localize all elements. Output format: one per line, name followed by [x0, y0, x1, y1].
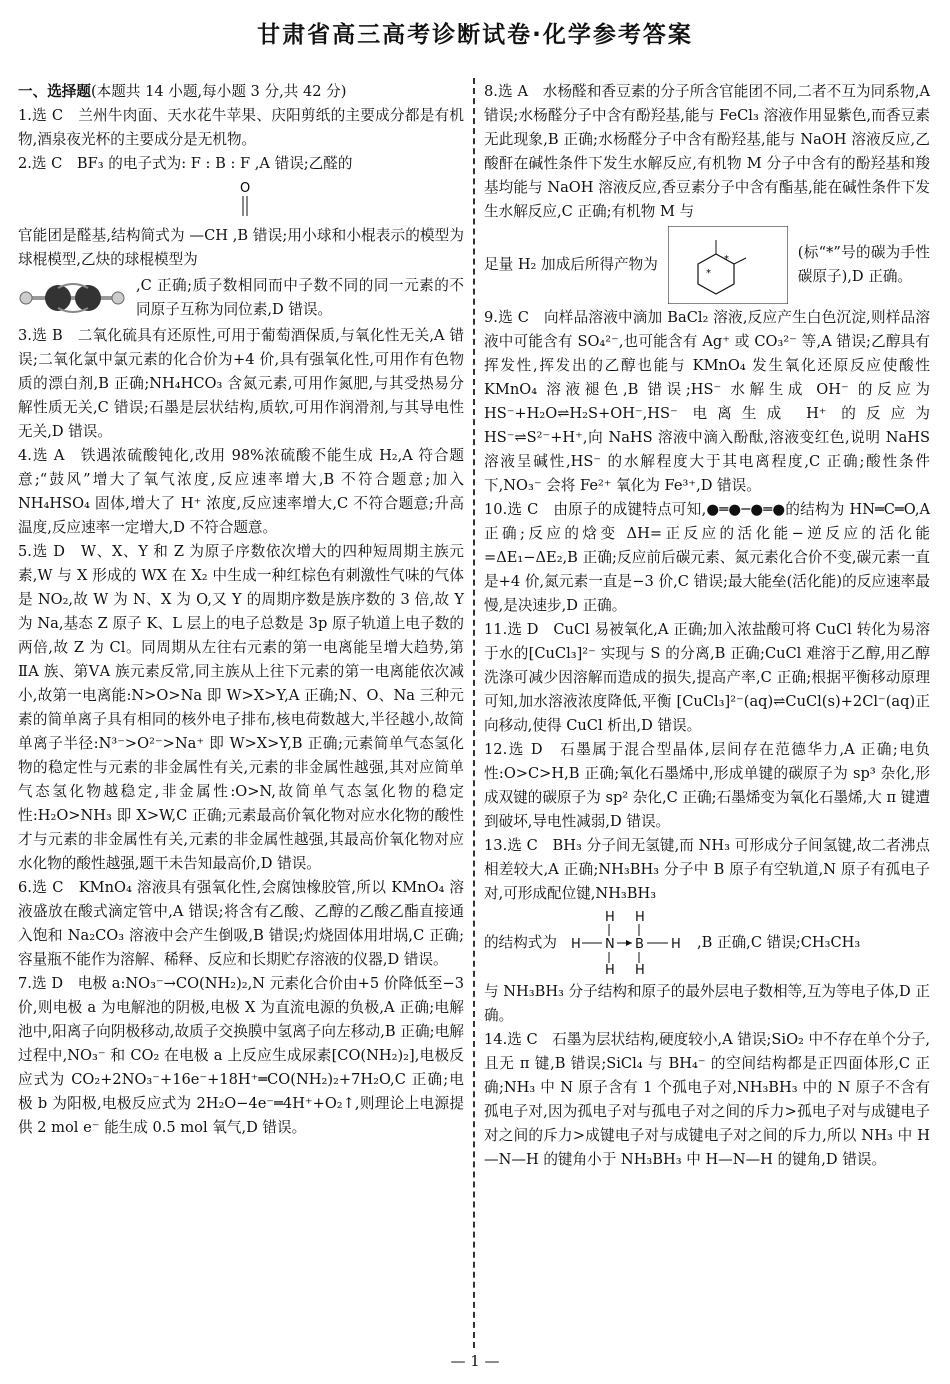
answer-13c: ,B 正确,C 错误;CH₃CH₃	[696, 934, 861, 951]
answer-2a: 2.选 C BF₃ 的电子式为: F : B : F ,A 错误;乙醛的	[18, 155, 353, 172]
column-divider	[473, 78, 475, 1348]
answer-3: 3.选 B 二氧化硫具有还原性,可用于葡萄酒保质,与氧化性无关,A 错误;二氧化氯中氯元素的化合价为+4 价,具有强氧化性,可用作有色物质的漂白剂,B 正确;NH₄HCO₃ 含氮元素,可用作氮肥,与其受热易分解性质无关,C 错误;石墨是层状结构,质软,可用作润滑剂,与其导电性无关,D 错误。	[18, 327, 464, 440]
answer-12: 12.选 D 石墨属于混合型晶体,层间存在范德华力,A 正确;电负性:O>C>H,B 正确;氧化石墨烯中,形成单键的碳原子为 sp³ 杂化,形成双键的碳原子为 sp² 杂化,C 正确;石墨烯变为氧化石墨烯,大 π 键遭到破坏,导电性减弱,D 错误。	[484, 741, 930, 830]
answer-7: 7.选 D 电极 a:NO₃⁻→CO(NH₂)₂,N 元素化合价由+5 价降低至−3 价,则电极 a 为电解池的阴极,电极 X 为直流电源的负极,A 正确;电解池中,阳离子向阴极移动,故质子交换膜中氢离子向左移动,B 正确;电解过程中,NO₃⁻ 和 CO₂ 在电极 a 上反应生成尿素[CO(NH₂)₂],电极反应式为 CO₂+2NO₃⁻+16e⁻+18H⁺═CO(NH₂)₂+7H₂O,C 正确;电极 b 为阳极,电极反应式为 2H₂O−4e⁻═4H⁺+O₂↑,则理论上电源提供 2 mol e⁻ 能生成 0.5 mol 氧气,D 错误。	[18, 975, 464, 1136]
answer-9: 9.选 C 向样品溶液中滴加 BaCl₂ 溶液,反应产生白色沉淀,则样品溶液中可能含有 SO₄²⁻,也可能含有 Ag⁺ 或 CO₃²⁻ 等,A 错误;乙醇具有挥发性,挥发出的乙醇也能与 KMnO₄ 发生氧化还原反应使酸性 KMnO₄ 溶液褪色,B 错误;HS⁻ 水解生成 OH⁻ 的反应为 HS⁻+H₂O⇌H₂S+OH⁻,HS⁻ 电离生成 H⁺ 的反应为 HS⁻⇌S²⁻+H⁺,向 NaHS 溶液中滴入酚酞,溶液变红色,说明 NaHS 溶液呈碱性,HS⁻ 的水解程度大于其电离程度,C 正确;酸性条件下,NO₃⁻ 会将 Fe²⁺ 氧化为 Fe³⁺,D 错误。	[484, 309, 930, 494]
page-number: — 1 —	[450, 1352, 500, 1370]
svg-text:H: H	[570, 937, 581, 952]
answer-4: 4.选 A 铁遇浓硫酸钝化,改用 98%浓硫酸不能生成 H₂,A 符合题意;“鼓风”增大了氧气浓度,反应速率增大,B 不符合题意;加入 NH₄HSO₄ 固体,增大了 H⁺ 浓度,反应速率增大,C 不符合题意;升高温度,反应速率一定增大,D 不符合题意。	[18, 447, 464, 536]
svg-text:H: H	[634, 910, 645, 925]
svg-text:O: O	[240, 181, 251, 196]
right-column	[484, 80, 930, 1172]
ammonia-borane-structure-icon	[567, 908, 687, 978]
aldehyde-group-structure	[18, 178, 464, 222]
svg-text:*: *	[723, 254, 729, 265]
cyclohexanol-product-structure-icon	[668, 226, 788, 304]
svg-text:H: H	[670, 937, 681, 952]
svg-text:H: H	[634, 963, 645, 978]
answer-2c: ,C 正确;质子数相同而中子数不同的同一元素的不同原子互称为同位素,D 错误。	[136, 277, 464, 318]
answer-8a: 8.选 A 水杨醛和香豆素的分子所含官能团不同,二者不互为同系物,A 错误;水杨醛分子中含有酚羟基,能与 FeCl₃ 溶液作用显紫色,而香豆素无此现象,B 正确;水杨醛分子中含有酚羟基,能与 NaOH 溶液反应,乙酸酐在碱性条件下发生水解反应,有机物 M 分子中含有的酚羟基和羧基均能与 NaOH 溶液反应,香豆素分子中含有酯基,能在碱性条件下发生水解反应,C 正确;有机物 M 与	[484, 83, 930, 220]
answer-1: 1.选 C 兰州牛肉面、天水花牛苹果、庆阳剪纸的主要成分都是有机物,酒泉夜光杯的主要成分是无机物。	[18, 107, 464, 148]
svg-text:B: B	[634, 937, 644, 952]
svg-text:H: H	[604, 910, 615, 925]
answer-6: 6.选 C KMnO₄ 溶液具有强氧化性,会腐蚀橡胶管,所以 KMnO₄ 溶液盛放在酸式滴定管中,A 错误;将含有乙酸、乙醇的乙酸乙酯直接通入饱和 Na₂CO₃ 溶液中会产生倒吸,B 错误;灼烧固体用坩埚,C 正确;容量瓶不能作为溶解、稀释、反应和长期贮存溶液的仪器,D 错误。	[18, 879, 464, 968]
svg-text:N: N	[604, 937, 615, 952]
answer-10: 10.选 C 由原子的成键特点可知,●═●─●═●的结构为 HN═C═O,A 正确;反应的焓变 ΔH=正反应的活化能−逆反应的活化能=ΔE₁−ΔE₂,B 正确;反应前后碳元素、氮元素化合价不变,碳元素一直是+4 价,氮元素一直是−3 价,C 错误;最大能垒(活化能)的反应速率最慢,是决速步,D 正确。	[484, 501, 930, 614]
answer-13b: 的结构式为	[484, 934, 557, 951]
answer-13a: 13.选 C BH₃ 分子间无氢键,而 NH₃ 可形成分子间氢键,故二者沸点相差较大,A 正确;NH₃BH₃ 分子中 B 原子有空轨道,N 原子有孤电子对,可形成配位键,NH₃BH₃	[484, 837, 930, 902]
page-title: 甘肃省高三高考诊断试卷·化学参考答案	[257, 22, 693, 48]
answer-8b: 足量 H₂ 加成后所得产物为	[484, 256, 658, 273]
svg-text:H: H	[604, 963, 615, 978]
section-heading: 一、选择题(本题共 14 小题,每小题 3 分,共 42 分)	[18, 83, 347, 100]
answer-2b: 官能团是醛基,结构简式为 —CH ,B 错误;用小球和小棍表示的模型为球棍模型,乙炔的球棍模型为	[18, 227, 464, 268]
left-column	[18, 80, 464, 1140]
answer-14: 14.选 C 石墨为层状结构,硬度较小,A 错误;SiO₂ 中不存在单个分子,且无 π 键,B 错误;SiCl₄ 与 BH₄⁻ 的空间结构都是正四面体形,C 正确;NH₃ 中 N 原子含有 1 个孤电子对,NH₃BH₃ 中的 N 原子不含有孤电子对,因为孤电子对与孤电子对之间的斥力>孤电子对与成键电子对之间的斥力>成键电子对与成键电子对之间的斥力,所以 NH₃ 中 H—N—H 的键角小于 NH₃BH₃ 中 H—N—H 的键角,D 错误。	[484, 1031, 930, 1168]
answer-8c: (标“*”号的碳为手性碳原子),D 正确。	[797, 244, 930, 285]
answer-11: 11.选 D CuCl 易被氧化,A 正确;加入浓盐酸可将 CuCl 转化为易溶于水的[CuCl₃]²⁻ 实现与 S 的分离,B 正确;CuCl 难溶于乙醇,用乙醇洗涤可减少因溶解而造成的损失,提高产率,C 正确;根据平衡移动原理可知,加水溶液浓度降低,平衡 [CuCl₃]²⁻(aq)⇌CuCl(s)+2Cl⁻(aq)正向移动,使得 CuCl 析出,D 错误。	[484, 621, 930, 734]
aldehyde-formula-icon	[228, 178, 268, 222]
acetylene-ball-stick-model-icon	[18, 278, 126, 318]
answer-13d: 与 NH₃BH₃ 分子结构和原子的最外层电子数相等,互为等电子体,D 正确。	[484, 983, 930, 1024]
svg-text:*: *	[705, 268, 711, 279]
answer-5: 5.选 D W、X、Y 和 Z 为原子序数依次增大的四种短周期主族元素,W 与 X 形成的 WX 在 X₂ 中生成一种红棕色有刺激性气味的气体是 NO₂,故 W 为 N、X 为 O,又 Y 的周期序数是族序数的 3 倍,故 Y 为 Na,基态 Z 原子 K、L 层上的电子总数是 3p 原子轨道上电子数的两倍,故 Z 为 Cl。同周期从左往右元素的第一电离能呈增大趋势,第ⅡA 族、第ⅤA 族元素反常,同主族从上往下元素的第一电离能依次减小,故第一电离能:N>O>Na 即 W>X>Y,A 正确;N、O、Na 三种元素的简单离子具有相同的核外电子排布,核电荷数越大,半径越小,故简单离子半径:N³⁻>O²⁻>Na⁺ 即 W>X>Y,B 正确;元素简单气态氢化物的稳定性与元素的非金属性有关,元素的非金属性越强,其对应简单气态氢化物越稳定,非金属性:O>N,故简单气态氢化物的稳定性:H₂O>NH₃ 即 X>W,C 正确;元素最高价氧化物对应水化物的酸性才与元素的非金属性有关,元素的非金属性越强,其最高价氧化物对应水化物的酸性越强,题干未告知最高价,D 错误。	[18, 543, 464, 872]
